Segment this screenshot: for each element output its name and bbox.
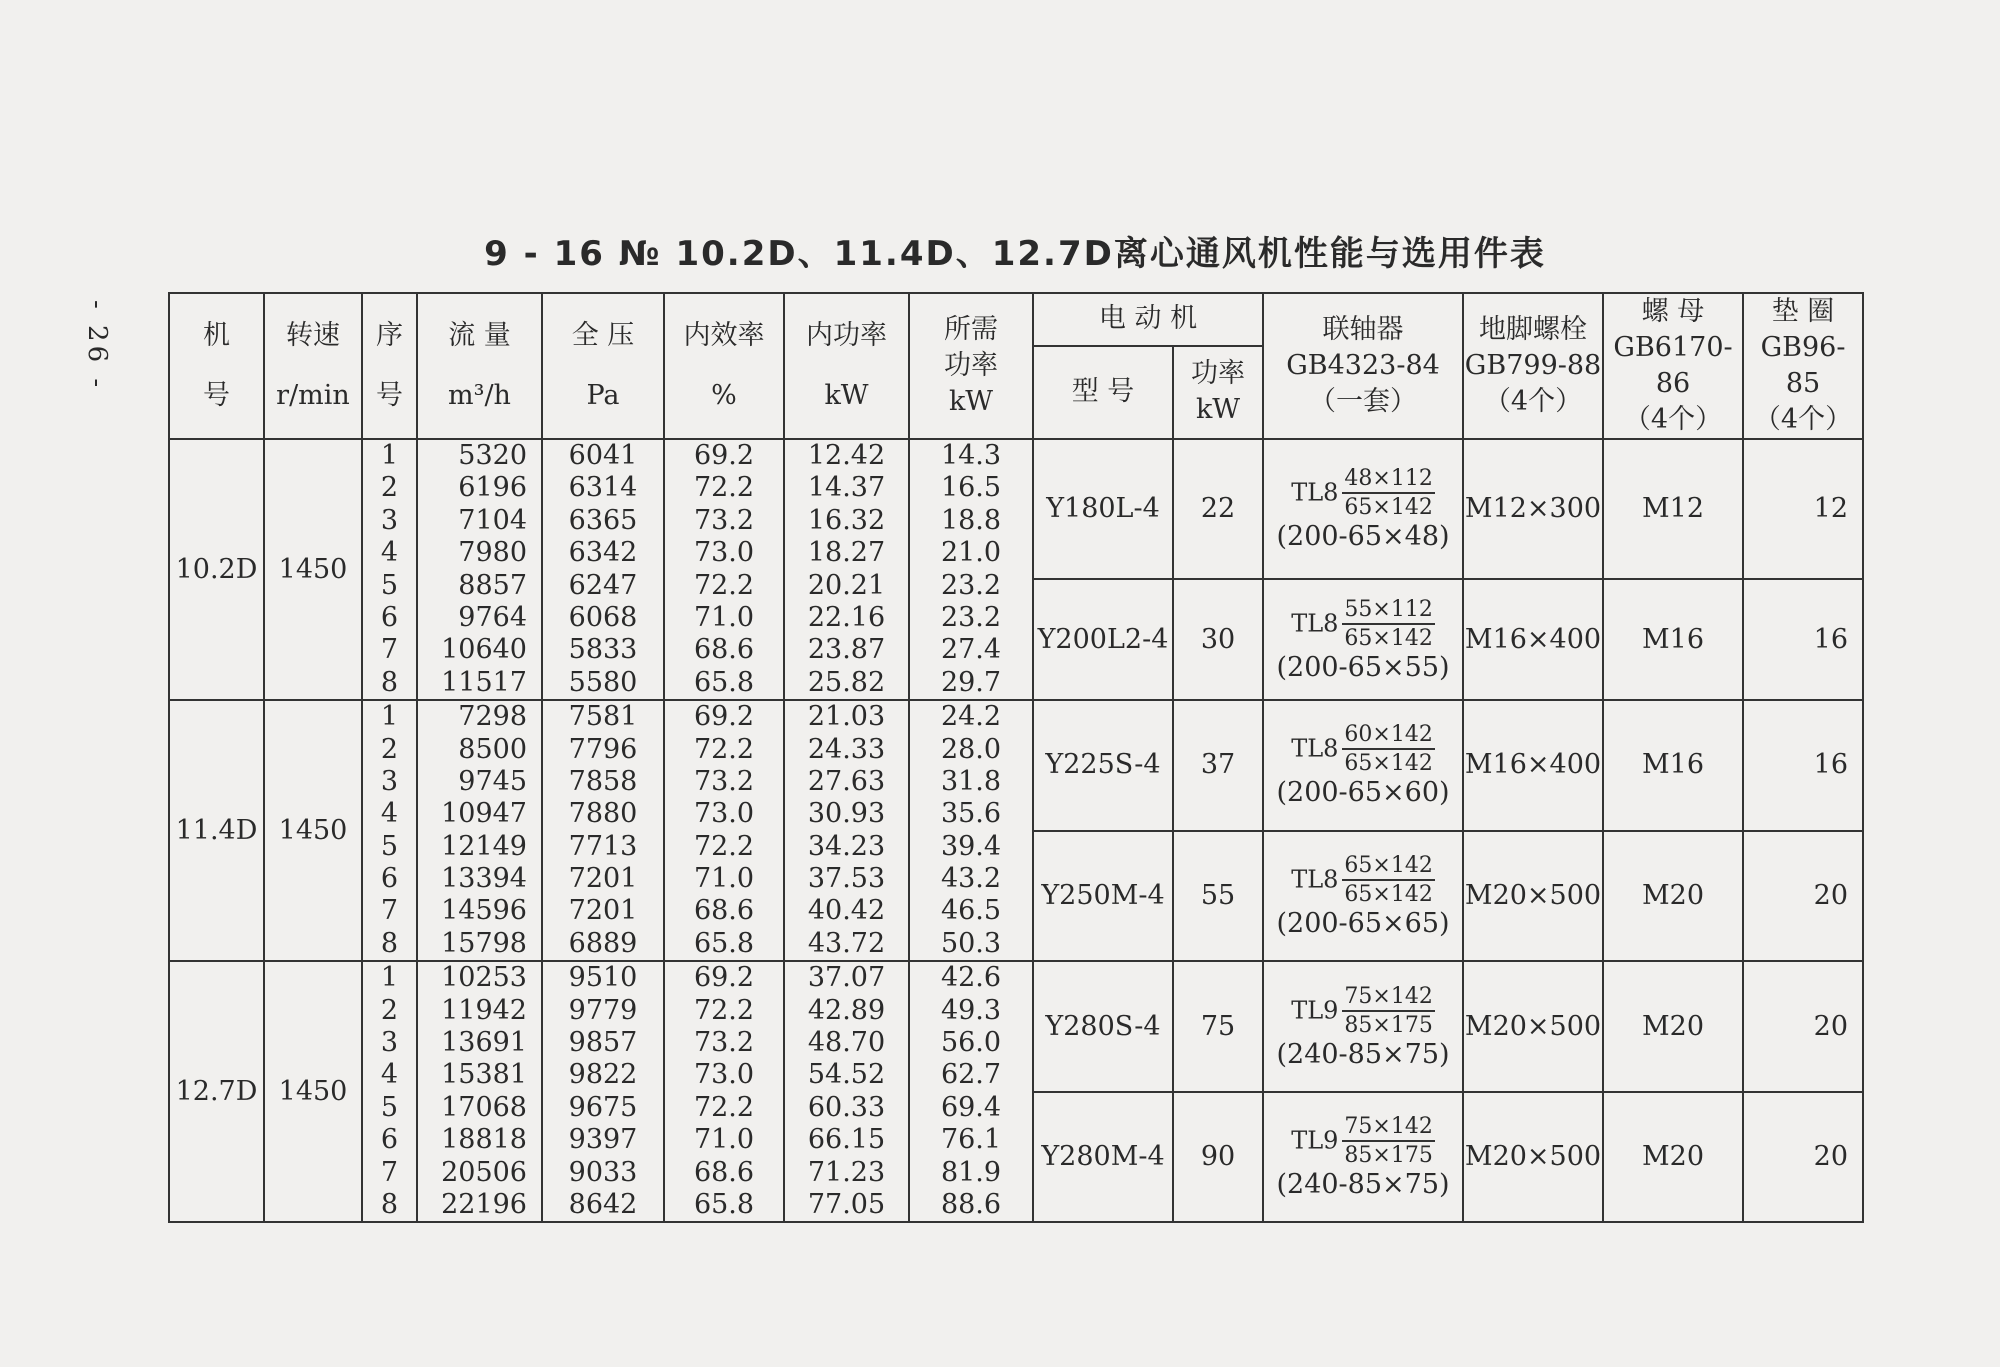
value-line: 1	[380, 701, 399, 733]
internal-power-cell	[784, 961, 909, 1222]
value-line: 24.33	[807, 733, 886, 765]
header-washer: 垫 圈 GB96-85 （4个）	[1743, 293, 1863, 439]
value-line: 8857	[458, 569, 527, 601]
coupling-type: TL8	[1291, 734, 1339, 763]
motor-power-cell: 30	[1173, 579, 1263, 700]
value-line: 7201	[568, 863, 638, 895]
motor-model-cell: Y200L2-4	[1033, 579, 1173, 700]
value-line: 23.87	[807, 634, 886, 666]
coupling-cell	[1263, 439, 1463, 579]
anchor-bolt-cell: M20×500	[1463, 831, 1603, 962]
coupling-spec: (200-65×48)	[1276, 520, 1450, 552]
value-line: 30.93	[807, 798, 886, 830]
coupling-numerator: 65×142	[1342, 852, 1434, 881]
coupling-type: TL8	[1291, 609, 1339, 637]
value-line: 12149	[441, 830, 527, 862]
coupling-denominator: 65×142	[1344, 625, 1433, 651]
coupling-type: TL8	[1291, 478, 1339, 507]
coupling-cell	[1263, 700, 1463, 831]
value-line: 6889	[568, 927, 638, 959]
anchor-bolt-cell: M16×400	[1463, 700, 1603, 831]
motor-model-cell: Y280M-4	[1033, 1092, 1173, 1223]
pressure-cell	[542, 439, 664, 700]
anchor-bolt-cell: M20×500	[1463, 961, 1603, 1092]
value-line: 43.2	[940, 863, 1002, 895]
performance-table	[168, 292, 1864, 1223]
coupling-cell	[1263, 961, 1463, 1092]
value-line: 15798	[441, 927, 527, 959]
washer-cell: 16	[1743, 579, 1863, 700]
value-line: 9675	[568, 1091, 638, 1123]
motor-power-cell: 22	[1173, 439, 1263, 579]
header-internal-power: 内功率 kW	[784, 293, 909, 439]
seq-cell	[362, 961, 417, 1222]
value-line: 11942	[441, 994, 527, 1026]
value-line: 88.6	[940, 1188, 1002, 1220]
value-line: 8	[380, 666, 399, 698]
required-power-cell	[909, 961, 1033, 1222]
value-line: 68.6	[693, 895, 755, 927]
value-line: 22196	[441, 1188, 527, 1220]
value-line: 21.03	[807, 701, 886, 733]
coupling-spec: (240-85×75)	[1276, 1038, 1450, 1070]
value-line: 49.3	[940, 994, 1002, 1026]
value-line: 6247	[568, 569, 638, 601]
value-line: 11517	[441, 666, 527, 698]
header-anchor-bolt: 地脚螺栓 GB799-88 （4个）	[1463, 293, 1603, 439]
value-line: 46.5	[940, 895, 1002, 927]
value-line: 10947	[441, 798, 527, 830]
header-required-power: 所需 功率 kW	[909, 293, 1033, 439]
value-line: 54.52	[807, 1059, 886, 1091]
value-line: 8642	[568, 1188, 638, 1220]
value-line: 9764	[458, 601, 527, 633]
value-line: 56.0	[940, 1027, 1002, 1059]
value-line: 31.8	[940, 765, 1002, 797]
value-line: 66.15	[807, 1124, 886, 1156]
value-line: 37.53	[807, 863, 886, 895]
value-line: 2	[380, 472, 399, 504]
motor-power-cell: 55	[1173, 831, 1263, 962]
value-line: 65.8	[693, 666, 755, 698]
coupling-fraction	[1342, 721, 1434, 777]
coupling-spec: (200-65×65)	[1276, 907, 1450, 939]
table-title: 9 - 16 № 10.2D、11.4D、12.7D离心通风机性能与选用件表	[484, 234, 1546, 274]
value-line: 7298	[458, 701, 527, 733]
machine-cell: 11.4D	[169, 700, 264, 961]
machine-cell: 10.2D	[169, 439, 264, 700]
coupling-numerator: 48×112	[1342, 465, 1434, 494]
value-line: 5	[380, 569, 399, 601]
value-line: 72.2	[693, 733, 755, 765]
value-line: 3	[380, 504, 399, 536]
value-line: 24.2	[940, 701, 1002, 733]
page-number: - 26 -	[82, 300, 112, 392]
value-line: 76.1	[940, 1124, 1002, 1156]
value-line: 65.8	[693, 927, 755, 959]
motor-model-cell: Y250M-4	[1033, 831, 1173, 962]
value-line: 5320	[458, 440, 527, 471]
value-line: 48.70	[807, 1027, 886, 1059]
value-line: 9779	[568, 994, 638, 1026]
value-line: 7880	[568, 798, 638, 830]
value-line: 20.21	[807, 569, 886, 601]
value-line: 6314	[568, 472, 638, 504]
coupling-cell	[1263, 831, 1463, 962]
coupling-denominator: 85×175	[1344, 1143, 1433, 1169]
motor-model-cell: Y180L-4	[1033, 439, 1173, 579]
efficiency-cell	[664, 439, 784, 700]
value-line: 8500	[458, 733, 527, 765]
speed-cell: 1450	[264, 961, 362, 1222]
value-line: 18818	[441, 1124, 527, 1156]
seq-cell	[362, 439, 417, 700]
value-line: 43.72	[807, 927, 886, 959]
value-line: 72.2	[693, 472, 755, 504]
value-line: 14.37	[807, 472, 886, 504]
value-line: 6365	[568, 504, 638, 536]
value-line: 2	[380, 733, 399, 765]
coupling-cell	[1263, 1092, 1463, 1223]
value-line: 10640	[441, 634, 527, 666]
value-line: 7201	[568, 895, 638, 927]
value-line: 6342	[568, 537, 638, 569]
nut-cell: M16	[1603, 700, 1743, 831]
nut-cell: M16	[1603, 579, 1743, 700]
value-line: 73.2	[693, 765, 755, 797]
anchor-bolt-cell: M12×300	[1463, 439, 1603, 579]
value-line: 23.2	[940, 569, 1002, 601]
table-row	[169, 961, 1863, 1092]
anchor-bolt-cell: M16×400	[1463, 579, 1603, 700]
nut-cell: M20	[1603, 961, 1743, 1092]
pressure-cell	[542, 700, 664, 961]
value-line: 7581	[568, 701, 638, 733]
value-line: 34.23	[807, 830, 886, 862]
value-line: 42.6	[940, 962, 1002, 994]
coupling-fraction	[1342, 852, 1434, 908]
required-power-cell	[909, 700, 1033, 961]
value-line: 69.2	[693, 440, 755, 471]
value-line: 9510	[568, 962, 638, 994]
value-line: 22.16	[807, 601, 886, 633]
value-line: 6	[380, 863, 399, 895]
value-line: 12.42	[807, 440, 886, 471]
value-line: 18.27	[807, 537, 886, 569]
value-line: 4	[380, 537, 399, 569]
anchor-bolt-cell: M20×500	[1463, 1092, 1603, 1223]
header-pressure: 全 压 Pa	[542, 293, 664, 439]
coupling-fraction	[1342, 596, 1434, 652]
coupling-numerator: 60×142	[1342, 721, 1434, 750]
value-line: 6	[380, 601, 399, 633]
value-line: 27.63	[807, 765, 886, 797]
value-line: 69.4	[940, 1091, 1002, 1123]
value-line: 1	[380, 962, 399, 994]
value-line: 13691	[441, 1027, 527, 1059]
value-line: 27.4	[940, 634, 1002, 666]
value-line: 5	[380, 1091, 399, 1123]
value-line: 7	[380, 1156, 399, 1188]
value-line: 71.0	[693, 1124, 755, 1156]
required-power-cell	[909, 439, 1033, 700]
nut-cell: M20	[1603, 831, 1743, 962]
motor-power-cell: 75	[1173, 961, 1263, 1092]
value-line: 72.2	[693, 569, 755, 601]
header-nut: 螺 母 GB6170-86 （4个）	[1603, 293, 1743, 439]
efficiency-cell	[664, 961, 784, 1222]
value-line: 81.9	[940, 1156, 1002, 1188]
value-line: 2	[380, 994, 399, 1026]
value-line: 68.6	[693, 1156, 755, 1188]
value-line: 7980	[458, 537, 527, 569]
value-line: 71.0	[693, 601, 755, 633]
nut-cell: M12	[1603, 439, 1743, 579]
value-line: 29.7	[940, 666, 1002, 698]
value-line: 73.0	[693, 537, 755, 569]
coupling-type: TL9	[1291, 1126, 1339, 1155]
header-coupling: 联轴器 GB4323-84 （一套）	[1263, 293, 1463, 439]
motor-power-cell: 37	[1173, 700, 1263, 831]
value-line: 50.3	[940, 927, 1002, 959]
value-line: 1	[380, 440, 399, 471]
value-line: 71.23	[807, 1156, 886, 1188]
header-efficiency: 内效率 %	[664, 293, 784, 439]
value-line: 9822	[568, 1059, 638, 1091]
coupling-type: TL8	[1291, 865, 1339, 894]
washer-cell: 20	[1743, 1092, 1863, 1223]
flow-cell	[417, 961, 542, 1222]
value-line: 5833	[568, 634, 638, 666]
value-line: 9857	[568, 1027, 638, 1059]
header-seq: 序 号	[362, 293, 417, 439]
coupling-spec: (240-85×75)	[1276, 1169, 1450, 1201]
header-motor-power: 功率 kW	[1173, 346, 1263, 439]
coupling-spec: (200-65×55)	[1276, 651, 1450, 683]
motor-power-cell: 90	[1173, 1092, 1263, 1223]
coupling-cell	[1263, 579, 1463, 700]
value-line: 7	[380, 895, 399, 927]
value-line: 60.33	[807, 1091, 886, 1123]
nut-cell: M20	[1603, 1092, 1743, 1223]
coupling-numerator: 55×112	[1342, 596, 1434, 625]
machine-cell: 12.7D	[169, 961, 264, 1222]
value-line: 35.6	[940, 798, 1002, 830]
coupling-fraction	[1342, 465, 1434, 521]
coupling-spec: (200-65×60)	[1276, 777, 1450, 809]
value-line: 3	[380, 765, 399, 797]
speed-cell: 1450	[264, 700, 362, 961]
value-line: 7104	[458, 504, 527, 536]
coupling-denominator: 65×142	[1344, 751, 1433, 777]
value-line: 65.8	[693, 1188, 755, 1220]
value-line: 72.2	[693, 830, 755, 862]
coupling-denominator: 85×175	[1344, 1012, 1433, 1038]
flow-cell	[417, 700, 542, 961]
washer-cell: 16	[1743, 700, 1863, 831]
washer-cell: 12	[1743, 439, 1863, 579]
value-line: 40.42	[807, 895, 886, 927]
value-line: 4	[380, 798, 399, 830]
value-line: 69.2	[693, 962, 755, 994]
value-line: 4	[380, 1059, 399, 1091]
flow-cell	[417, 439, 542, 700]
value-line: 16.32	[807, 504, 886, 536]
value-line: 42.89	[807, 994, 886, 1026]
value-line: 77.05	[807, 1188, 886, 1220]
value-line: 5	[380, 830, 399, 862]
coupling-numerator: 75×142	[1342, 1113, 1434, 1142]
value-line: 14.3	[940, 440, 1002, 471]
value-line: 28.0	[940, 733, 1002, 765]
pressure-cell	[542, 961, 664, 1222]
value-line: 6	[380, 1124, 399, 1156]
value-line: 62.7	[940, 1059, 1002, 1091]
value-line: 8	[380, 927, 399, 959]
coupling-denominator: 65×142	[1344, 494, 1433, 520]
header-motor: 电 动 机	[1033, 293, 1263, 346]
value-line: 8	[380, 1188, 399, 1220]
coupling-fraction	[1342, 983, 1434, 1039]
value-line: 39.4	[940, 830, 1002, 862]
value-line: 9033	[568, 1156, 638, 1188]
motor-model-cell: Y225S-4	[1033, 700, 1173, 831]
value-line: 6068	[568, 601, 638, 633]
washer-cell: 20	[1743, 831, 1863, 962]
speed-cell: 1450	[264, 439, 362, 700]
value-line: 14596	[441, 895, 527, 927]
value-line: 3	[380, 1027, 399, 1059]
coupling-fraction	[1342, 1113, 1434, 1169]
value-line: 15381	[441, 1059, 527, 1091]
value-line: 25.82	[807, 666, 886, 698]
value-line: 7796	[568, 733, 638, 765]
value-line: 21.0	[940, 537, 1002, 569]
header-machine: 机 号	[169, 293, 264, 439]
value-line: 73.2	[693, 1027, 755, 1059]
value-line: 71.0	[693, 863, 755, 895]
value-line: 9397	[568, 1124, 638, 1156]
value-line: 73.0	[693, 798, 755, 830]
value-line: 5580	[568, 666, 638, 698]
value-line: 6196	[458, 472, 527, 504]
internal-power-cell	[784, 700, 909, 961]
value-line: 72.2	[693, 1091, 755, 1123]
value-line: 20506	[441, 1156, 527, 1188]
value-line: 23.2	[940, 601, 1002, 633]
coupling-denominator: 65×142	[1344, 881, 1433, 907]
value-line: 18.8	[940, 504, 1002, 536]
table-row	[169, 439, 1863, 579]
value-line: 7713	[568, 830, 638, 862]
coupling-numerator: 75×142	[1342, 983, 1434, 1012]
value-line: 17068	[441, 1091, 527, 1123]
value-line: 13394	[441, 863, 527, 895]
value-line: 6041	[568, 440, 638, 471]
value-line: 7858	[568, 765, 638, 797]
value-line: 10253	[441, 962, 527, 994]
value-line: 68.6	[693, 634, 755, 666]
value-line: 73.2	[693, 504, 755, 536]
value-line: 69.2	[693, 701, 755, 733]
header-speed: 转速 r/min	[264, 293, 362, 439]
coupling-type: TL9	[1291, 996, 1339, 1025]
seq-cell	[362, 700, 417, 961]
efficiency-cell	[664, 700, 784, 961]
value-line: 7	[380, 634, 399, 666]
value-line: 73.0	[693, 1059, 755, 1091]
washer-cell: 20	[1743, 961, 1863, 1092]
motor-model-cell: Y280S-4	[1033, 961, 1173, 1092]
value-line: 37.07	[807, 962, 886, 994]
internal-power-cell	[784, 439, 909, 700]
header-flow: 流 量 m³/h	[417, 293, 542, 439]
value-line: 16.5	[940, 472, 1002, 504]
value-line: 9745	[458, 765, 527, 797]
table-row	[169, 700, 1863, 831]
value-line: 72.2	[693, 994, 755, 1026]
header-motor-model: 型 号	[1033, 346, 1173, 439]
